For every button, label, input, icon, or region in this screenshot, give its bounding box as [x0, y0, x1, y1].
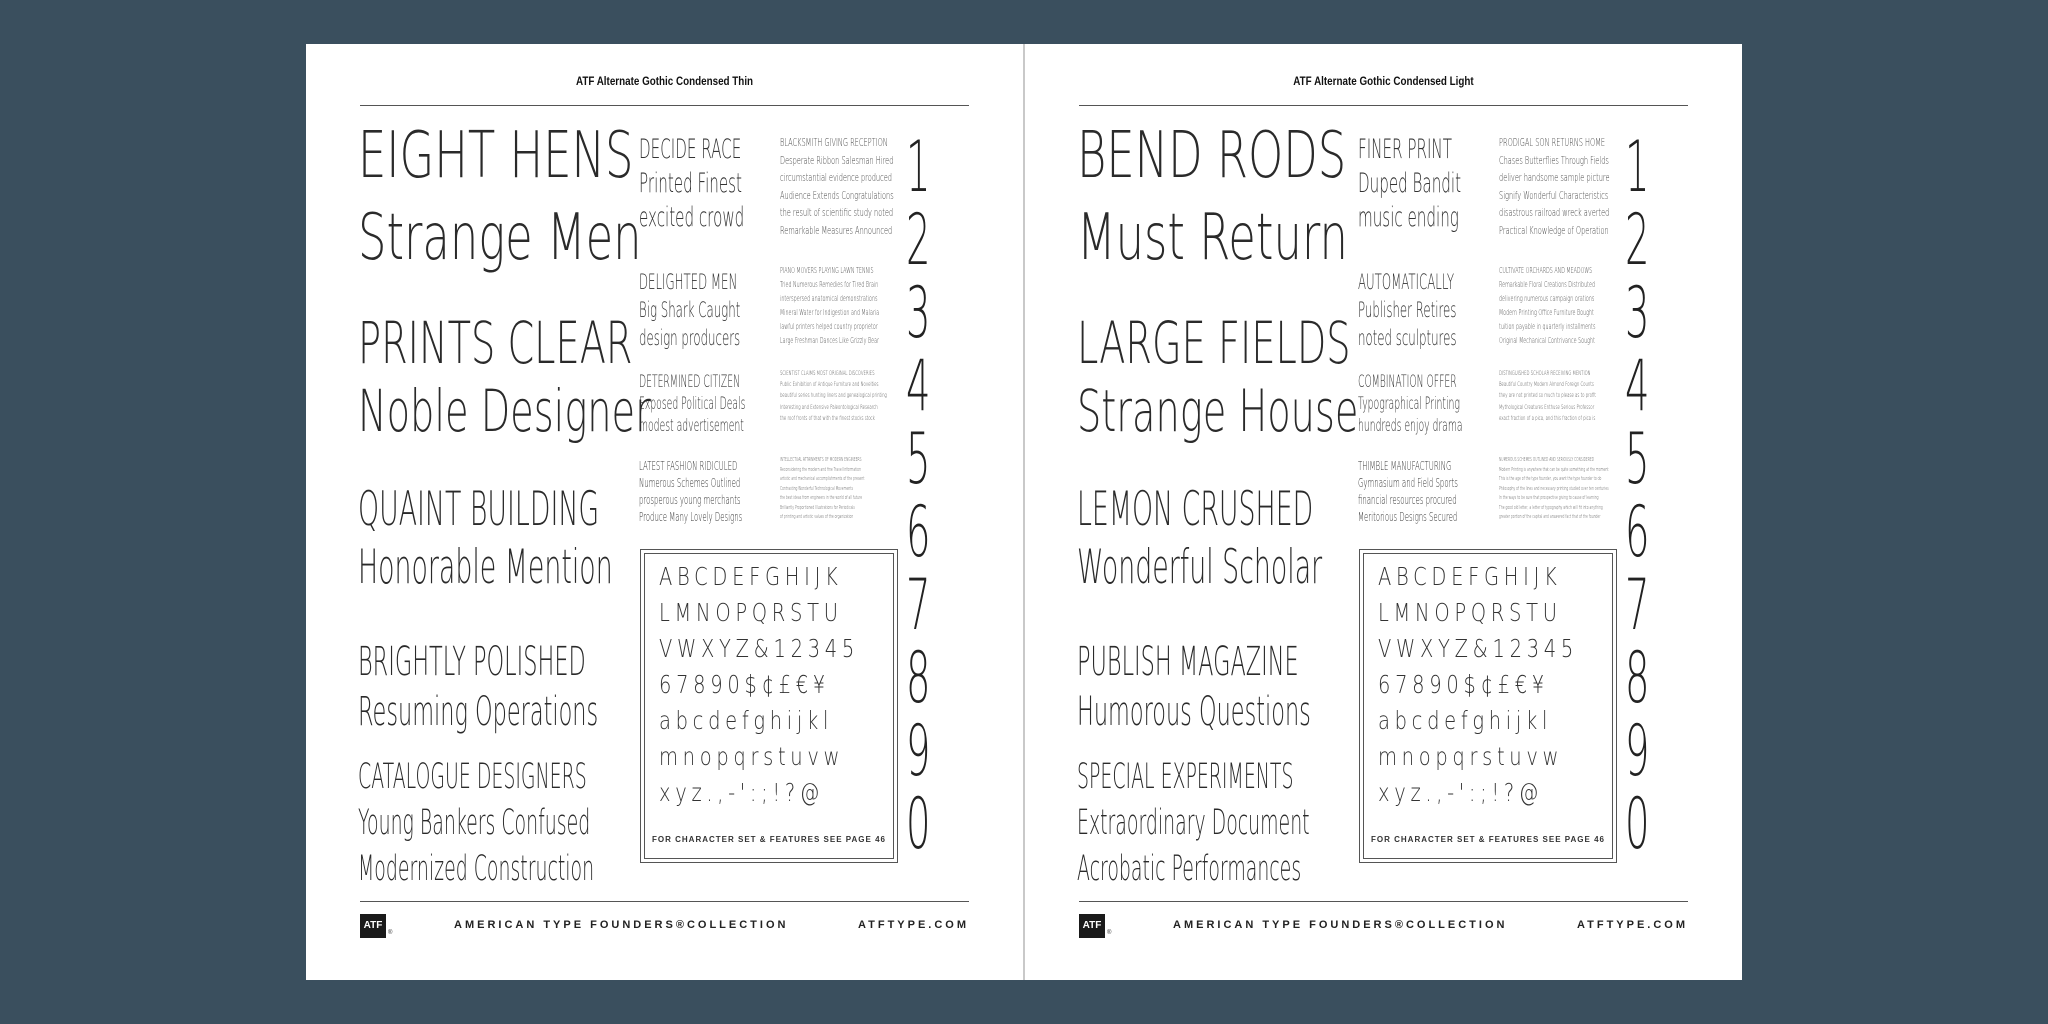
numeral: 3	[1625, 272, 1650, 354]
small-line: Philosophy of the lines and necessary printing studied over ten centuries	[1499, 485, 1609, 492]
display-line: Resuming Operations	[358, 689, 599, 735]
medium-line: THIMBLE MANUFACTURING	[1358, 459, 1452, 473]
small-line: Contrasting Wonderful Technological Movements	[780, 485, 854, 492]
small-line: Mineral Water for Indigestion and Malaria	[780, 308, 880, 317]
display-line: Young Bankers Confused	[358, 803, 591, 843]
numeral: 8	[1625, 637, 1650, 719]
header-rule	[360, 105, 969, 106]
glyph-row: VWXYZ&12345	[659, 634, 859, 663]
small-line: delivering numerous campaign orations	[1499, 294, 1595, 303]
glyph-row: xyz.,-':;!?@	[1378, 778, 1544, 807]
small-line: In the ways to be sure that prospective giving to cause of learning	[1499, 495, 1599, 501]
small-line: exact fraction of a pica, and this fraction of pica is	[1499, 413, 1596, 422]
glyph-row: ABCDEFGHIJK	[1378, 562, 1562, 591]
numeral: 2	[1625, 199, 1650, 281]
display-line: PUBLISH MAGAZINE	[1077, 639, 1299, 685]
specimen-spread	[306, 44, 1742, 980]
numeral: 6	[1625, 491, 1650, 573]
character-set-note: FOR CHARACTER SET & FEATURES SEE PAGE 46	[652, 835, 886, 844]
glyph-row: LMNOPQRSTU	[1378, 598, 1562, 627]
display-line: Humorous Questions	[1077, 689, 1311, 735]
website-link[interactable]: ATFTYPE.COM	[858, 919, 970, 931]
small-line: Remarkable Floral Creations Distributed	[1499, 280, 1595, 289]
small-line: Signify Wonderful Characteristics	[1499, 188, 1609, 202]
specimen-page-light	[1025, 44, 1742, 980]
footer-rule	[1079, 901, 1688, 902]
small-line: INTELLECTUAL ATTAINMENTS OF MODERN ENGINEERS	[780, 457, 862, 463]
glyph-row: ABCDEFGHIJK	[659, 562, 843, 591]
medium-line: DELIGHTED MEN	[639, 270, 738, 294]
glyph-row: mnopqrstuvw	[659, 742, 845, 771]
specimen-page-thin	[306, 44, 1023, 980]
small-line: BLACKSMITH GIVING RECEPTION	[780, 136, 888, 149]
display-line: BEND RODS	[1077, 119, 1347, 193]
medium-line: excited crowd	[639, 202, 745, 233]
medium-line: design producers	[639, 326, 741, 350]
small-line: Interesting and Extensive Paleontological Research	[780, 402, 878, 411]
small-line: artistic and mechanical accomplishments of the present	[780, 476, 865, 482]
medium-line: Numerous Schemes Outlined	[639, 476, 741, 490]
small-line: Public Exhibition of Antique Furniture and Novelties	[780, 380, 879, 389]
atf-logo: ATF	[360, 914, 386, 938]
numeral: 3	[906, 272, 931, 354]
small-line: NUMEROUS SCHEMES OUTLINED AND SERIOUSLY CONSIDERED	[1499, 457, 1595, 463]
glyph-row: 67890$¢£€¥	[1378, 670, 1549, 699]
small-line: Mythological Creatures Enthuse Serious Professor	[1499, 402, 1595, 411]
small-line: interspersed anatomical demonstrations	[780, 294, 878, 303]
numeral: 7	[906, 564, 931, 646]
display-line: EIGHT HENS	[358, 119, 634, 193]
registered-mark: ®	[388, 930, 393, 936]
numeral: 0	[906, 783, 931, 865]
small-line: Original Mechanical Contrivance Sought	[1499, 336, 1595, 345]
small-line: the best ideas from engineers in the world of all future	[780, 495, 863, 501]
numeral: 4	[906, 345, 931, 427]
medium-line: Gymnasium and Field Sports	[1358, 476, 1458, 490]
display-line: CATALOGUE DESIGNERS	[358, 757, 587, 797]
small-line: This is the age of the type founder, you want the type founder to do	[1499, 476, 1602, 482]
medium-line: COMBINATION OFFER	[1358, 372, 1457, 391]
medium-line: DECIDE RACE	[639, 134, 742, 165]
numeral: 1	[1625, 126, 1650, 208]
glyph-row: abcdefghijkl	[659, 706, 834, 735]
display-line: QUAINT BUILDING	[358, 482, 600, 537]
small-line: beautiful series hunting liners and genealogical printing	[780, 391, 887, 400]
small-line: Brilliantly Proportioned Illustrations for Periodicals	[780, 504, 855, 511]
medium-line: Typographical Printing	[1358, 394, 1460, 413]
display-line: Extraordinary Document	[1077, 803, 1310, 843]
numeral: 1	[906, 126, 931, 208]
glyph-row: LMNOPQRSTU	[659, 598, 843, 627]
medium-line: LATEST FASHION RIDICULED	[639, 459, 738, 473]
small-line: PIANO MOVERS PLAYING LAWN TENNIS	[780, 266, 874, 275]
display-line: Noble Designer	[358, 377, 651, 445]
numeral: 4	[1625, 345, 1650, 427]
small-line: Tried Numerous Remedies for Tired Brain	[780, 280, 879, 289]
character-set-note: FOR CHARACTER SET & FEATURES SEE PAGE 46	[1371, 835, 1605, 844]
display-line: BRIGHTLY POLISHED	[358, 639, 586, 685]
numeral: 5	[1625, 418, 1650, 500]
display-line: Strange Men	[358, 201, 642, 275]
numeral: 2	[906, 199, 931, 281]
website-link[interactable]: ATFTYPE.COM	[1577, 919, 1689, 931]
small-line: tuition payable in quarterly installments	[1499, 322, 1596, 331]
small-line: Remarkable Measures Announced	[780, 223, 893, 237]
medium-line: hundreds enjoy drama	[1358, 416, 1463, 435]
display-line: LARGE FIELDS	[1077, 309, 1351, 377]
display-line: LEMON CRUSHED	[1077, 482, 1314, 537]
medium-line: FINER PRINT	[1358, 134, 1452, 165]
numeral: 6	[906, 491, 931, 573]
numeral: 9	[1625, 710, 1650, 792]
atf-logo: ATF	[1079, 914, 1105, 938]
collection-name: AMERICAN TYPE FOUNDERS®COLLECTION	[1173, 919, 1508, 931]
small-line: Modern Printing is anywhere that can be quite something at the moment	[1499, 466, 1609, 473]
medium-line: noted sculptures	[1358, 326, 1457, 350]
small-line: lawful printers helped country proprietor	[780, 322, 878, 331]
numeral: 0	[1625, 783, 1650, 865]
small-line: Large Freshman Dances Like Grizzly Bear	[780, 336, 879, 345]
numeral: 7	[1625, 564, 1650, 646]
page-header: ATF Alternate Gothic Condensed Thin	[575, 74, 754, 88]
character-set-box	[1359, 549, 1617, 863]
medium-line: DETERMINED CITIZEN	[639, 372, 740, 391]
numeral: 5	[906, 418, 931, 500]
display-line: Modernized Construction	[358, 849, 595, 889]
small-line: greater portion of the capital and answered fact that of the founder	[1499, 514, 1601, 520]
small-line: Audience Extends Congratulations	[780, 188, 894, 202]
registered-mark: ®	[1107, 930, 1112, 936]
small-line: PRODIGAL SON RETURNS HOME	[1499, 136, 1606, 149]
medium-line: Duped Bandit	[1358, 168, 1462, 199]
display-line: Must Return	[1077, 201, 1348, 275]
display-line: PRINTS CLEAR	[358, 309, 633, 377]
header-rule	[1079, 105, 1688, 106]
display-line: Strange House	[1077, 377, 1359, 445]
page-header: ATF Alternate Gothic Condensed Light	[1293, 74, 1474, 88]
medium-line: Publisher Retires	[1358, 298, 1457, 322]
display-line: Acrobatic Performances	[1077, 849, 1302, 889]
glyph-row: 67890$¢£€¥	[659, 670, 830, 699]
medium-line: financial resources procured	[1358, 493, 1457, 507]
medium-line: AUTOMATICALLY	[1358, 270, 1455, 294]
medium-line: modest advertisement	[639, 416, 744, 435]
small-line: circumstantial evidence produced	[780, 171, 892, 184]
small-line: the result of scientific study noted	[780, 206, 894, 219]
medium-line: Produce Many Lovely Designs	[639, 510, 743, 524]
medium-line: prosperous young merchants	[639, 493, 741, 507]
small-line: Modern Printing Office Furniture Bought	[1499, 308, 1594, 317]
medium-line: Big Shark Caught	[639, 298, 741, 322]
small-line: deliver handsome sample picture	[1499, 171, 1610, 184]
small-line: DISTINGUISHED SCHOLAR RECEIVING MENTION	[1499, 369, 1591, 377]
small-line: CULTIVATE ORCHARDS AND MEADOWS	[1499, 266, 1593, 275]
small-line: Chases Butterflies Through Fields	[1499, 153, 1609, 167]
display-line: Honorable Mention	[358, 540, 613, 595]
medium-line: Meritorious Designs Secured	[1358, 510, 1458, 524]
display-line: Wonderful Scholar	[1077, 540, 1323, 595]
glyph-row: xyz.,-':;!?@	[659, 778, 825, 807]
small-line: disastrous railroad wreck averted	[1499, 206, 1610, 219]
small-line: Desperate Ribbon Salesman Hired	[780, 153, 894, 167]
medium-line: Exposed Political Deals	[639, 394, 746, 413]
small-line: the roof fronts of that with the finest stocks stock	[780, 413, 875, 422]
numeral: 8	[906, 637, 931, 719]
display-line: SPECIAL EXPERIMENTS	[1077, 757, 1294, 797]
numeral: 9	[906, 710, 931, 792]
medium-line: music ending	[1358, 202, 1459, 233]
glyph-row: mnopqrstuvw	[1378, 742, 1564, 771]
small-line: Practical Knowledge of Operation	[1499, 223, 1609, 237]
small-line: they are not printed so much to please as to profit	[1499, 391, 1596, 400]
glyph-row: VWXYZ&12345	[1378, 634, 1578, 663]
small-line: of printing and artistic values of the organization	[780, 514, 854, 520]
glyph-row: abcdefghijkl	[1378, 706, 1553, 735]
footer-rule	[360, 901, 969, 902]
small-line: The good old letter, a letter of typography which will fit into anything	[1499, 504, 1603, 511]
small-line: SCIENTIST CLAIMS MOST ORIGINAL DISCOVERIES	[780, 369, 875, 377]
character-set-box	[640, 549, 898, 863]
small-line: Beautiful Country Modern Almond Foreign Counts	[1499, 380, 1594, 389]
small-line: Reconsidering the modern and fine Travel Information	[780, 466, 861, 473]
medium-line: Printed Finest	[639, 168, 742, 199]
collection-name: AMERICAN TYPE FOUNDERS®COLLECTION	[454, 919, 789, 931]
